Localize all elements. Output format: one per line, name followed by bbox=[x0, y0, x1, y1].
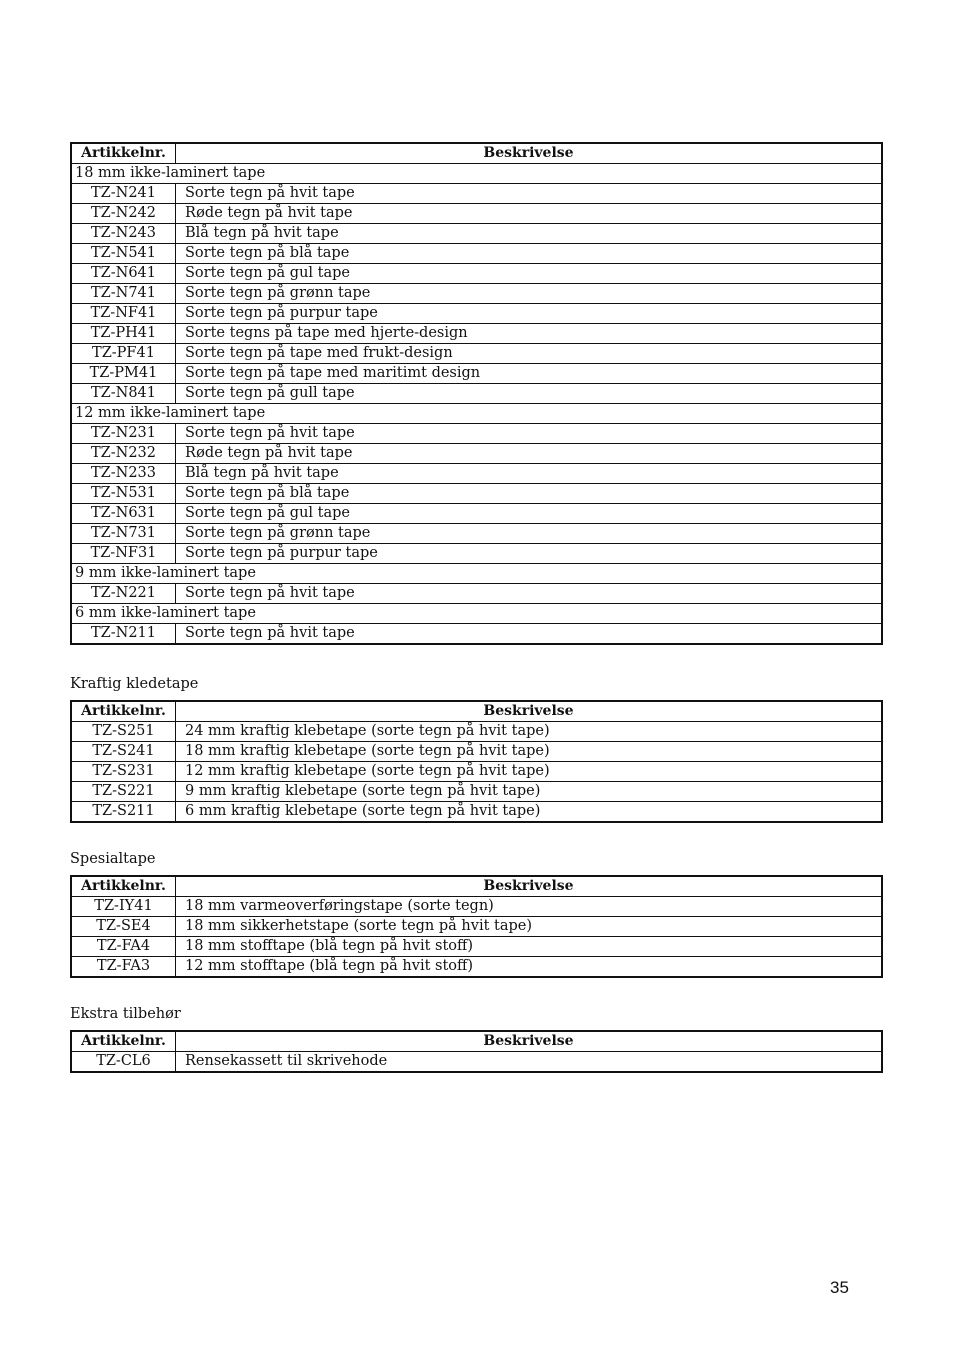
column-header-beskrivelse: Beskrivelse bbox=[176, 1031, 883, 1052]
description-cell: Sorte tegn på hvit tape bbox=[176, 624, 883, 645]
group-row bbox=[71, 564, 882, 584]
group-label: 18 mm ikke-laminert tape bbox=[71, 164, 882, 184]
caption-spesialtape: Spesialtape bbox=[70, 851, 156, 867]
page-number: 35 bbox=[830, 1278, 849, 1297]
article-number-cell: TZ-S241 bbox=[71, 742, 176, 762]
article-number-cell: TZ-N233 bbox=[71, 464, 176, 484]
article-number-cell: TZ-N731 bbox=[71, 524, 176, 544]
group-row bbox=[71, 164, 882, 184]
article-number-cell: TZ-N241 bbox=[71, 184, 176, 204]
description-cell: Sorte tegn på grønn tape bbox=[176, 524, 883, 544]
article-number-cell: TZ-N641 bbox=[71, 264, 176, 284]
group-label: 9 mm ikke-laminert tape bbox=[71, 564, 882, 584]
article-number-cell: TZ-PH41 bbox=[71, 324, 176, 344]
description-cell: Sorte tegn på purpur tape bbox=[176, 544, 883, 564]
description-cell: Sorte tegn på hvit tape bbox=[176, 184, 883, 204]
article-number-cell: TZ-SE4 bbox=[71, 917, 176, 937]
table-row bbox=[71, 484, 882, 504]
article-number-cell: TZ-CL6 bbox=[71, 1052, 176, 1073]
description-cell: Blå tegn på hvit tape bbox=[176, 464, 883, 484]
description-cell: Røde tegn på hvit tape bbox=[176, 444, 883, 464]
table-row bbox=[71, 364, 882, 384]
table-row bbox=[71, 204, 882, 224]
description-cell: 24 mm kraftig klebetape (sorte tegn på hvit tape) bbox=[176, 722, 883, 742]
description-cell: 12 mm kraftig klebetape (sorte tegn på hvit tape) bbox=[176, 762, 883, 782]
description-cell: Sorte tegn på tape med maritimt design bbox=[176, 364, 883, 384]
table-row bbox=[71, 324, 882, 344]
description-cell: Sorte tegn på tape med frukt-design bbox=[176, 344, 883, 364]
description-cell: Rensekassett til skrivehode bbox=[176, 1052, 883, 1073]
column-header-beskrivelse: Beskrivelse bbox=[176, 143, 883, 164]
table-header-row bbox=[71, 701, 882, 722]
table-row bbox=[71, 782, 882, 802]
table-header-row bbox=[71, 876, 882, 897]
table-row bbox=[71, 504, 882, 524]
description-cell: Sorte tegn på purpur tape bbox=[176, 304, 883, 324]
table-row bbox=[71, 937, 882, 957]
table-row bbox=[71, 304, 882, 324]
group-label: 6 mm ikke-laminert tape bbox=[71, 604, 882, 624]
description-cell: Sorte tegn på hvit tape bbox=[176, 584, 883, 604]
article-number-cell: TZ-S231 bbox=[71, 762, 176, 782]
article-number-cell: TZ-FA4 bbox=[71, 937, 176, 957]
table-row bbox=[71, 722, 882, 742]
article-number-cell: TZ-N231 bbox=[71, 424, 176, 444]
table-row bbox=[71, 464, 882, 484]
table-ekstra-tilbehor bbox=[70, 1030, 883, 1073]
article-number-cell: TZ-N841 bbox=[71, 384, 176, 404]
article-number-cell: TZ-NF41 bbox=[71, 304, 176, 324]
table-row bbox=[71, 184, 882, 204]
article-number-cell: TZ-N221 bbox=[71, 584, 176, 604]
column-header-beskrivelse: Beskrivelse bbox=[176, 701, 883, 722]
article-number-cell: TZ-PM41 bbox=[71, 364, 176, 384]
column-header-artikkelnr: Artikkelnr. bbox=[71, 1031, 176, 1052]
table-row bbox=[71, 917, 882, 937]
caption-ekstra-tilbehor: Ekstra tilbehør bbox=[70, 1006, 181, 1022]
column-header-artikkelnr: Artikkelnr. bbox=[71, 876, 176, 897]
table-row bbox=[71, 544, 882, 564]
table-row bbox=[71, 584, 882, 604]
description-cell: Sorte tegn på gul tape bbox=[176, 504, 883, 524]
description-cell: Sorte tegns på tape med hjerte-design bbox=[176, 324, 883, 344]
table-row bbox=[71, 424, 882, 444]
article-number-cell: TZ-IY41 bbox=[71, 897, 176, 917]
table-row bbox=[71, 957, 882, 978]
description-cell: 18 mm stofftape (blå tegn på hvit stoff) bbox=[176, 937, 883, 957]
column-header-beskrivelse: Beskrivelse bbox=[176, 876, 883, 897]
article-number-cell: TZ-S221 bbox=[71, 782, 176, 802]
table-row bbox=[71, 802, 882, 823]
table-row bbox=[71, 624, 882, 645]
description-cell: 18 mm sikkerhetstape (sorte tegn på hvit tape) bbox=[176, 917, 883, 937]
article-number-cell: TZ-N631 bbox=[71, 504, 176, 524]
article-number-cell: TZ-FA3 bbox=[71, 957, 176, 978]
description-cell: 12 mm stofftape (blå tegn på hvit stoff) bbox=[176, 957, 883, 978]
table-row bbox=[71, 244, 882, 264]
article-number-cell: TZ-N531 bbox=[71, 484, 176, 504]
article-number-cell: TZ-N243 bbox=[71, 224, 176, 244]
article-number-cell: TZ-N232 bbox=[71, 444, 176, 464]
description-cell: Sorte tegn på gul tape bbox=[176, 264, 883, 284]
article-number-cell: TZ-N211 bbox=[71, 624, 176, 645]
group-row bbox=[71, 404, 882, 424]
description-cell: Sorte tegn på blå tape bbox=[176, 484, 883, 504]
table-row bbox=[71, 1052, 882, 1073]
table-row bbox=[71, 897, 882, 917]
article-number-cell: TZ-S251 bbox=[71, 722, 176, 742]
description-cell: Sorte tegn på gull tape bbox=[176, 384, 883, 404]
table-row bbox=[71, 264, 882, 284]
table-row bbox=[71, 224, 882, 244]
description-cell: Sorte tegn på blå tape bbox=[176, 244, 883, 264]
description-cell: 18 mm kraftig klebetape (sorte tegn på hvit tape) bbox=[176, 742, 883, 762]
table-header-row bbox=[71, 143, 882, 164]
table-kraftig-kledetape bbox=[70, 700, 883, 823]
table-row bbox=[71, 444, 882, 464]
column-header-artikkelnr: Artikkelnr. bbox=[71, 143, 176, 164]
table-spesialtape bbox=[70, 875, 883, 978]
description-cell: Blå tegn på hvit tape bbox=[176, 224, 883, 244]
description-cell: Røde tegn på hvit tape bbox=[176, 204, 883, 224]
article-number-cell: TZ-NF31 bbox=[71, 544, 176, 564]
table-row bbox=[71, 762, 882, 782]
article-number-cell: TZ-N541 bbox=[71, 244, 176, 264]
article-number-cell: TZ-S211 bbox=[71, 802, 176, 823]
group-row bbox=[71, 604, 882, 624]
description-cell: 18 mm varmeoverføringstape (sorte tegn) bbox=[176, 897, 883, 917]
table-row bbox=[71, 344, 882, 364]
table-row bbox=[71, 524, 882, 544]
article-number-cell: TZ-N242 bbox=[71, 204, 176, 224]
table-laminated-tape bbox=[70, 142, 883, 645]
table-header-row bbox=[71, 1031, 882, 1052]
table-row bbox=[71, 284, 882, 304]
caption-kraftig-kledetape: Kraftig kledetape bbox=[70, 676, 199, 692]
group-label: 12 mm ikke-laminert tape bbox=[71, 404, 882, 424]
article-number-cell: TZ-PF41 bbox=[71, 344, 176, 364]
article-number-cell: TZ-N741 bbox=[71, 284, 176, 304]
table-row bbox=[71, 742, 882, 762]
description-cell: Sorte tegn på hvit tape bbox=[176, 424, 883, 444]
column-header-artikkelnr: Artikkelnr. bbox=[71, 701, 176, 722]
description-cell: Sorte tegn på grønn tape bbox=[176, 284, 883, 304]
table-row bbox=[71, 384, 882, 404]
description-cell: 9 mm kraftig klebetape (sorte tegn på hvit tape) bbox=[176, 782, 883, 802]
description-cell: 6 mm kraftig klebetape (sorte tegn på hvit tape) bbox=[176, 802, 883, 823]
